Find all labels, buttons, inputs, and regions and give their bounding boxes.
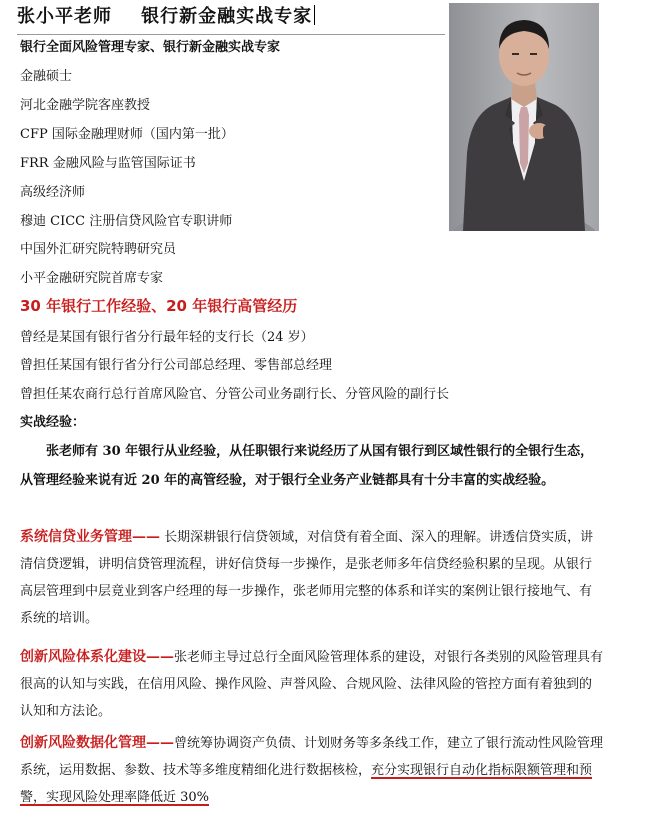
practical-intro: 张老师有 30 年银行从业经验，从任职银行来说经历了从国有银行到区域性银行的全银行生态，从管理经验来说有近 20 年的高管经验，对于银行全业务产业链都具有十分丰富的实战经验。 — [20, 444, 594, 488]
title-line-2: 金融硕士 — [20, 69, 73, 84]
experience-heading: 30 年银行工作经验、20 年银行高管经历 — [20, 297, 298, 315]
section-credit-body: 长期深耕银行信贷领域，对信贷有着全面、深入的理解。讲透信贷实质，讲清信贷逻辑，讲明信贷管理流程，讲好信贷每一步操作，是张老师多年信贷经验积累的呈现。从银行高层管理到中层竟业到客户经理的每一步操作，张老师用完整的体系和详实的案例让银行接地气、有系统的培训。 — [20, 530, 594, 626]
title-line-7: 穆迪 CICC 注册信贷风险官专职讲师 — [20, 214, 233, 229]
title-divider — [17, 34, 445, 35]
experience-line-3: 曾担任某农商行总行首席风险官、分管公司业务副行长、分管风险的副行长 — [20, 387, 450, 402]
text-cursor — [314, 5, 315, 25]
title-line-9: 小平金融研究院首席专家 — [20, 271, 164, 286]
experience-line-1: 曾经是某国有银行省分行最年轻的支行长（24 岁） — [20, 330, 314, 345]
title-line-5: FRR 金融风险与监管国际证书 — [20, 156, 196, 171]
title-row — [17, 4, 447, 34]
section-credit-title: 系统信贷业务管理—— — [20, 529, 160, 545]
practical-label: 实战经验： — [20, 415, 86, 430]
section-risk-system-title: 创新风险体系化建设—— — [20, 649, 174, 665]
section-risk-data-body: 曾统筹协调资产负债、计划财务等多条线工作，建立了银行流动性风险管理系统，运用数据、参数、技术等多维度精细化进行数据核检， — [20, 736, 604, 778]
title-line-8: 中国外汇研究院特聘研究员 — [20, 242, 177, 257]
section-risk-data-title: 创新风险数据化管理—— — [20, 735, 174, 751]
page-title: 张小平老师 银行新金融实战专家 — [17, 6, 313, 27]
portrait-illustration — [449, 3, 599, 231]
title-line-1: 银行全面风险管理专家、银行新金融实战专家 — [20, 40, 281, 55]
section-risk-system — [20, 644, 603, 725]
title-line-6: 高级经济师 — [20, 185, 86, 200]
title-line-3: 河北金融学院客座教授 — [20, 98, 151, 113]
section-risk-system-body: 张老师主导过总行全面风险管理体系的建设，对银行各类别的风险管理具有很高的认知与实践，在信用风险、操作风险、声誉风险、合规风险、法律风险的管控方面有着独到的认知和方法论。 — [20, 650, 604, 719]
title-line-4: CFP 国际金融理财师（国内第一批） — [20, 127, 234, 142]
experience-line-2: 曾担任某国有银行省分行公司部总经理、零售部总经理 — [20, 358, 333, 373]
section-credit — [20, 524, 603, 632]
portrait-photo — [449, 3, 599, 231]
section-risk-data-highlight: 充分实现银行自动化指标限额管理和预警，实现风险处理率降低近 30% — [20, 763, 593, 805]
section-risk-data — [20, 730, 603, 811]
